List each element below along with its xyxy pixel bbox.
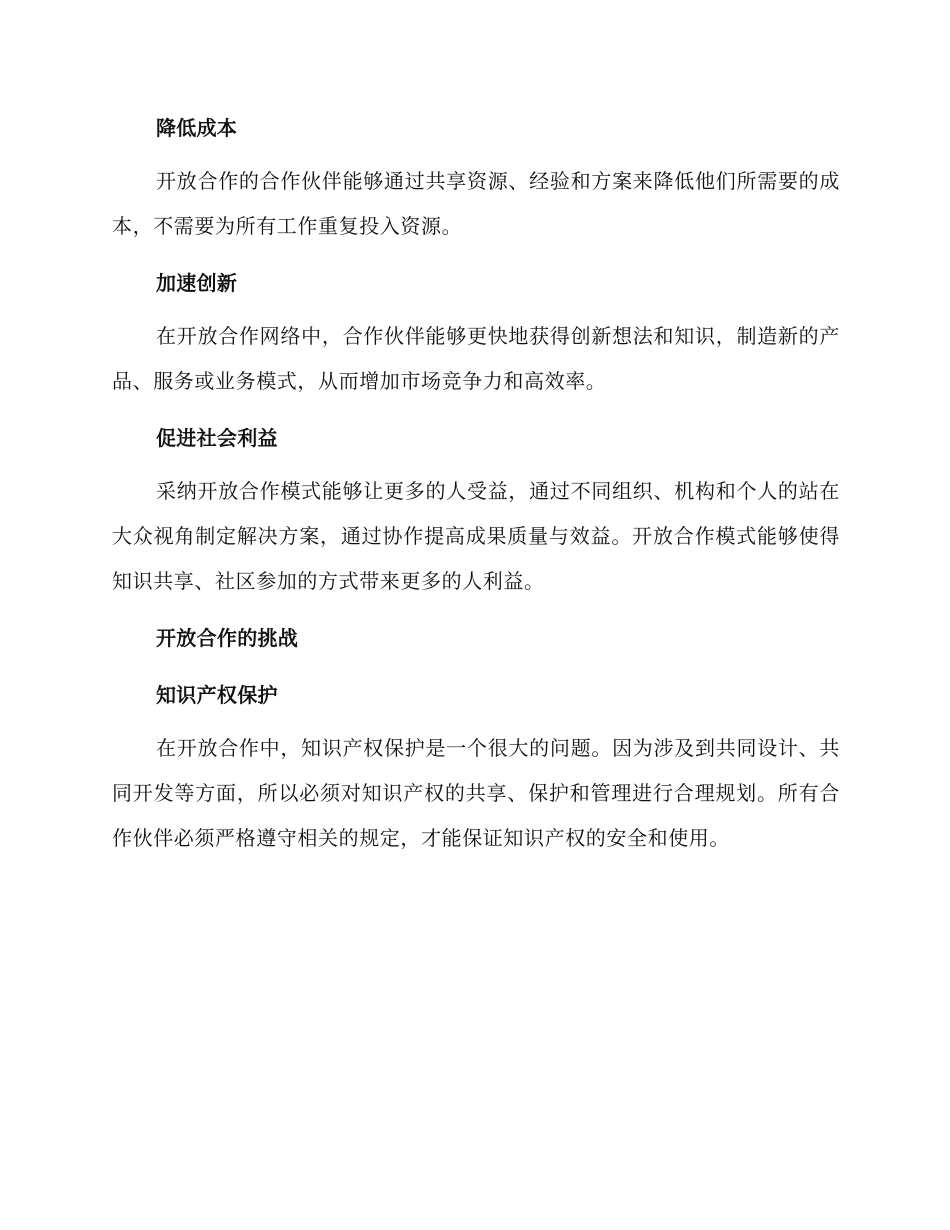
section-heading-social-benefit: 促进社会利益 [156,426,278,450]
section-heading-accelerate-innovation: 加速创新 [156,271,238,295]
section-body-social-benefit: 采纳开放合作模式能够让更多的人受益，通过不同组织、机构和个人的站在大众视角制定解决方案，通过协作提高成果质量与效益。开放合作模式能够使得知识共享、社区参加的方式带来更多的人利益。 [112,479,840,593]
section-body-ip-protection: 在开放合作中，知识产权保护是一个很大的问题。因为涉及到共同设计、共同开发等方面，所以必须对知识产权的共享、保护和管理进行合理规划。所有合作伙伴必须严格遵守相关的规定，才能保证知识产权的安全和使用。 [112,736,840,850]
section-heading-challenges: 开放合作的挑战 [156,626,299,650]
document-content [112,112,840,861]
section-body-reduce-cost: 开放合作的合作伙伴能够通过共享资源、经验和方案来降低他们所需要的成本，不需要为所有工作重复投入资源。 [112,169,840,238]
section-body-accelerate-innovation: 在开放合作网络中，合作伙伴能够更快地获得创新想法和知识，制造新的产品、服务或业务模式，从而增加市场竞争力和高效率。 [112,324,840,393]
section-heading-reduce-cost: 降低成本 [156,116,238,140]
section-heading-ip-protection: 知识产权保护 [156,683,278,707]
